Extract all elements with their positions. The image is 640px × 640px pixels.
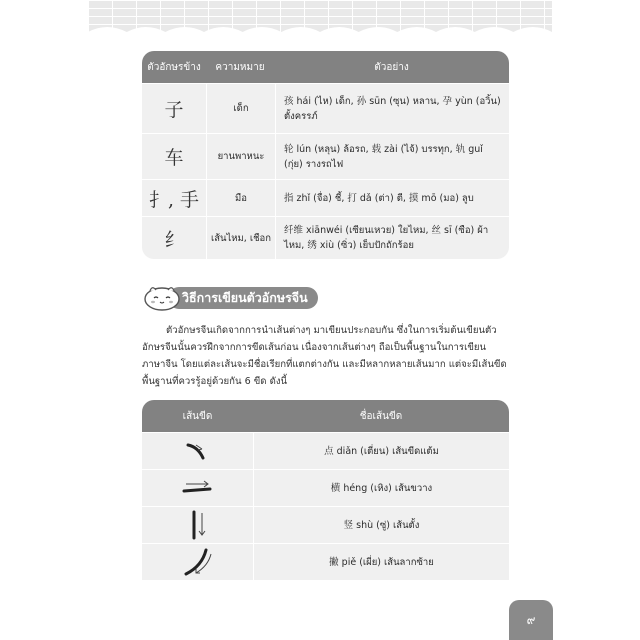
header-radical: ตัวอักษรข้าง	[147, 61, 201, 73]
intro-paragraph: ตัวอักษรจีนเกิดจากการนำเส้นต่างๆ มาเขียนประกอบกัน ซึ่งในการเริ่มต้นเขียนตัวอักษรจีนนั้นควรฝึกจากการขีดเส้นก่อน เนื่องจากเส้นต่างๆ ถือเป็นพื้นฐานในการเขียนภาษาจีน โดยแต่ละเส้นจะมีชื่อเรียกที่แตกต่างกัน และมีหลากหลายเส้นมาก แต่จะมีเส้นขีดพื้นฐานที่ควรรู้อยู่ด้วยกัน 6 ขีด ดังนี้	[142, 325, 507, 387]
meaning-cell: มือ	[207, 180, 276, 216]
stroke-table-header	[142, 400, 509, 432]
radical-cell: 扌, 手	[142, 180, 207, 216]
stroke-table	[142, 400, 509, 580]
header-stroke-name: ชื่อเส้นขีด	[359, 410, 403, 422]
meaning-cell: ยานพาหนะ	[207, 134, 276, 179]
header-stroke: เส้นขีด	[182, 410, 213, 422]
stroke-name-cell: 横 héng (เหิง) เส้นขวาง	[330, 482, 433, 494]
section-heading	[142, 282, 342, 312]
table-row	[142, 216, 509, 259]
stroke-name-cell: 撇 piě (เผี่ย) เส้นลากซ้าย	[329, 556, 434, 568]
example-cell: 轮 lún (หลุน) ล้อรถ, 载 zài (ไจ้) บรรทุก, 轨 guǐ (กุ่ย) รางรถไฟ	[284, 143, 483, 170]
meaning-cell: เส้นไหม, เชือก	[207, 217, 276, 259]
stroke-name-cell: 竖 shù (ซู่) เส้นตั้ง	[343, 519, 420, 531]
table-row	[142, 179, 509, 216]
stroke-name-cell: 点 diǎn (เตี่ยน) เส้นขีดแต้ม	[324, 445, 439, 457]
dot-stroke-icon	[142, 433, 254, 469]
page-number: ๙	[509, 600, 553, 640]
radical-cell: 纟	[142, 217, 207, 259]
table-row	[142, 506, 509, 543]
radical-table-header	[142, 51, 509, 83]
table-row	[142, 543, 509, 580]
example-cell: 指 zhǐ (จื่อ) ชี้, 打 dǎ (ต่า) ตี, 摸 mō (มอ) ลูบ	[284, 192, 474, 204]
mascot-icon	[142, 282, 184, 312]
radical-cell: 子	[142, 84, 207, 133]
table-row	[142, 133, 509, 179]
table-row	[142, 83, 509, 133]
table-row	[142, 432, 509, 469]
example-cell: 纤维 xiānwéi (เซียนเหวย) ใยไหม, 丝 sī (ซือ) ผ้าไหม, 绣 xiù (ซิ่ว) เย็บปักถักร้อย	[284, 225, 489, 251]
header-example: ตัวอย่าง	[374, 61, 409, 73]
horizontal-stroke-icon	[142, 470, 254, 506]
header-meaning: ความหมาย	[215, 61, 265, 73]
radical-cell: 车	[142, 134, 207, 179]
scallop-edge-decoration	[88, 20, 552, 36]
vertical-stroke-icon	[142, 507, 254, 543]
example-cell: 孩 hái (ไห) เด็ก, 孙 sūn (ซุน) หลาน, 孕 yùn (อวิ้น) ตั้งครรภ์	[284, 95, 501, 122]
radical-table	[142, 51, 509, 259]
meaning-cell: เด็ก	[207, 84, 276, 133]
table-row	[142, 469, 509, 506]
left-falling-stroke-icon	[142, 544, 254, 580]
section-title: วิธีการเขียนตัวอักษรจีน	[168, 287, 318, 309]
